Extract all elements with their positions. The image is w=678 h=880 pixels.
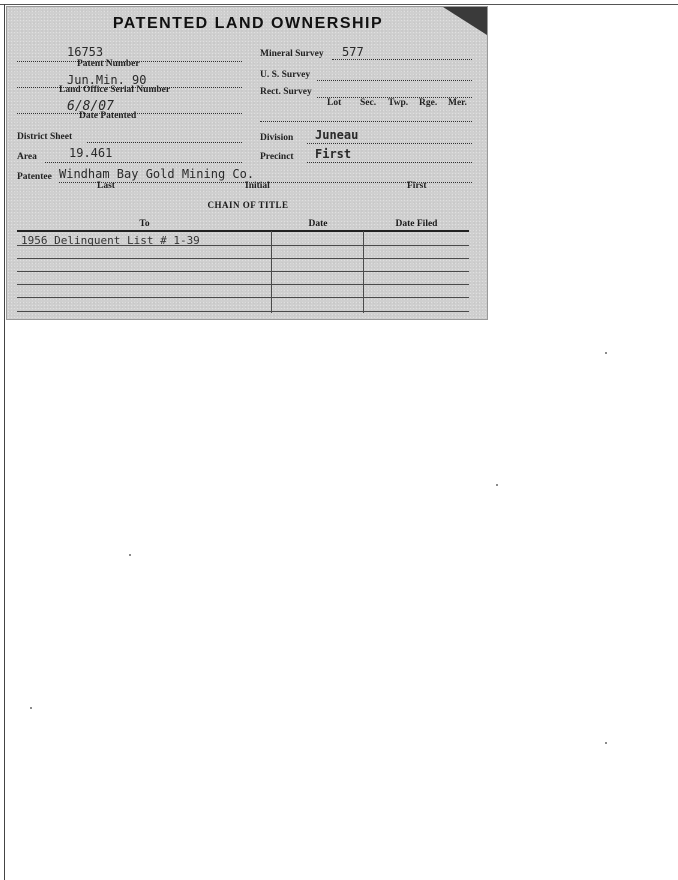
patent-number-value: 16753	[67, 45, 104, 59]
rect-col-twp: Twp.	[388, 98, 409, 108]
area-value: 19.461	[69, 146, 113, 160]
patentee-value: Windham Bay Gold Mining Co.	[59, 167, 255, 181]
patentee-last-label: Last	[97, 181, 115, 191]
table-row-line	[17, 297, 469, 298]
land-ownership-card	[6, 6, 488, 320]
rect-col-lot: Lot	[327, 98, 342, 108]
us-survey-label: U. S. Survey	[260, 70, 311, 80]
us-survey-line	[317, 80, 472, 81]
card-title: PATENTED LAND OWNERSHIP	[112, 15, 384, 32]
page-top-edge	[0, 4, 678, 5]
page-speck	[605, 352, 607, 354]
page-speck	[496, 484, 498, 486]
rect-survey-values-line	[260, 121, 472, 122]
col-header-date-filed: Date Filed	[395, 219, 438, 229]
mineral-survey-value: 577	[342, 45, 364, 59]
mineral-survey-label: Mineral Survey	[260, 49, 324, 59]
patentee-initial-label: Initial	[245, 181, 270, 191]
table-column-divider	[363, 231, 364, 313]
rect-survey-label: Rect. Survey	[260, 87, 312, 97]
date-patented-label: Date Patented	[79, 111, 137, 121]
table-column-divider	[271, 231, 272, 313]
page-left-edge	[4, 4, 5, 880]
date-patented-value: 6/8/07	[67, 99, 114, 114]
page-speck	[605, 742, 607, 744]
patentee-label: Patentee	[17, 172, 52, 182]
district-sheet-label: District Sheet	[17, 132, 73, 142]
district-sheet-line	[87, 142, 242, 143]
precinct-line	[307, 162, 472, 163]
table-header-rule	[17, 230, 469, 232]
table-row-line	[17, 271, 469, 272]
area-line	[45, 162, 242, 163]
division-value: Juneau	[315, 128, 359, 142]
patent-number-label: Patent Number	[77, 59, 140, 69]
chain-of-title-heading: CHAIN OF TITLE	[207, 200, 289, 210]
land-office-serial-value: Jun.Min. 90	[67, 73, 147, 87]
table-bottom-line	[17, 311, 469, 312]
land-office-serial-label: Land Office Serial Number	[59, 85, 171, 95]
table-row-line	[17, 284, 469, 285]
division-label: Division	[260, 133, 294, 143]
rect-col-mer: Mer.	[448, 98, 467, 108]
page-speck	[129, 554, 131, 556]
precinct-label: Precinct	[260, 152, 294, 162]
rect-col-sec: Sec.	[360, 98, 377, 108]
col-header-to: To	[139, 219, 150, 229]
precinct-value: First	[315, 147, 352, 161]
page-speck	[30, 707, 32, 709]
division-line	[307, 143, 472, 144]
patentee-first-label: First	[407, 181, 427, 191]
table-row-1-to: 1956 Delinquent List # 1-39	[21, 234, 200, 247]
rect-col-rge: Rge.	[419, 98, 438, 108]
table-row-line	[17, 258, 469, 259]
area-label: Area	[17, 152, 37, 162]
mineral-survey-line	[332, 59, 472, 60]
col-header-date: Date	[308, 219, 328, 229]
